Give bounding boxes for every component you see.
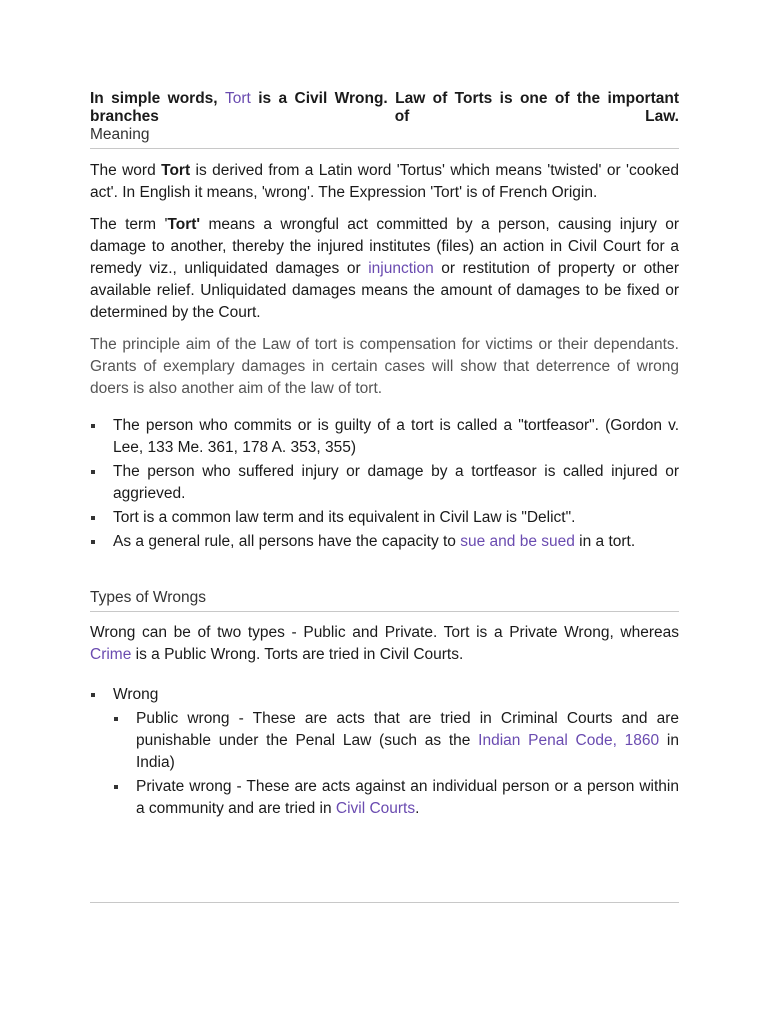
- p4-text-b: is a Public Wrong. Torts are tried in Civil Courts.: [131, 646, 464, 663]
- paragraph-aim: The principle aim of the Law of tort is compensation for victims or their dependants. Grants of exemplary damages in certain cases will show that deterrence of wrong doers is also another aim of the law of tort.: [90, 336, 679, 397]
- p1-text-b: is derived from a Latin word 'Tortus' which means 'twisted' or 'cooked act'. In English it means, 'wrong'. The Expression 'Tort' is of French Origin.: [90, 162, 679, 201]
- wrong-list: [90, 684, 679, 820]
- tort-facts-list: [90, 415, 679, 553]
- article-body: [90, 90, 679, 822]
- bottom-divider: [90, 902, 679, 903]
- p2-tort-term: Tort': [167, 216, 201, 233]
- sue-and-be-sued-link[interactable]: sue and be sued: [460, 533, 575, 550]
- paragraph-definition: [90, 160, 679, 204]
- p4-text-a: Wrong can be of two types - Public and Private. Tort is a Private Wrong, whereas: [90, 624, 679, 641]
- wrong-label: Wrong: [113, 686, 159, 703]
- paragraph-wrong-types: [90, 622, 679, 666]
- public-text-b: in India): [136, 732, 679, 771]
- b4-text-b: in a tort.: [574, 533, 636, 550]
- intro-prefix: In simple words,: [90, 90, 225, 107]
- civil-courts-link[interactable]: Civil Courts: [335, 800, 416, 817]
- p1-text-a: The word: [90, 162, 162, 179]
- intro-heading: [90, 90, 679, 126]
- injunction-link[interactable]: injunction: [368, 260, 434, 277]
- p2-text-c: or restitution of property or other available relief. Unliquidated damages means the amount of damages to be fixed or determined by the Court.: [90, 260, 679, 321]
- indian-penal-code-link[interactable]: Indian Penal Code, 1860: [478, 732, 660, 749]
- p1-tort-term: Tort: [161, 162, 191, 179]
- list-item: Tort is a common law term and its equivalent in Civil Law is "Delict".: [90, 507, 679, 529]
- meaning-heading: Meaning: [90, 126, 679, 149]
- p2-text-b: means a wrongful act committed by a person, causing injury or damage to another, thereby the injured institutes (files) an action in Civil Court for a remedy viz., unliquidated damages or: [90, 216, 679, 277]
- list-item-private-wrong: [113, 776, 679, 820]
- p2-text-a: The term ': [90, 216, 168, 233]
- list-item: The person who suffered injury or damage by a tortfeasor is called injured or aggrieved.: [90, 461, 679, 505]
- intro-suffix: is a Civil Wrong. Law of Torts is one of the important branches of Law.: [90, 90, 679, 125]
- crime-link[interactable]: Crime: [90, 646, 132, 663]
- list-item-wrong: [90, 684, 679, 820]
- list-item: The person who commits or is guilty of a tort is called a "tortfeasor". (Gordon v. Lee, 133 Me. 361, 178 A. 353, 355): [90, 415, 679, 459]
- wrong-sublist: [113, 708, 679, 820]
- b4-text-a: As a general rule, all persons have the capacity to: [113, 533, 461, 550]
- tort-link[interactable]: Tort: [224, 90, 251, 107]
- public-text-a: Public wrong - These are acts that are tried in Criminal Courts and are punishable under the Penal Law (such as the: [136, 710, 679, 749]
- types-of-wrongs-heading: Types of Wrongs: [90, 589, 679, 612]
- paragraph-term: [90, 214, 679, 324]
- private-text-a: Private wrong - These are acts against an individual person or a person within a community and are tried in: [136, 778, 679, 817]
- list-item-public-wrong: [113, 708, 679, 774]
- private-text-b: .: [415, 800, 420, 817]
- list-item: [90, 531, 679, 553]
